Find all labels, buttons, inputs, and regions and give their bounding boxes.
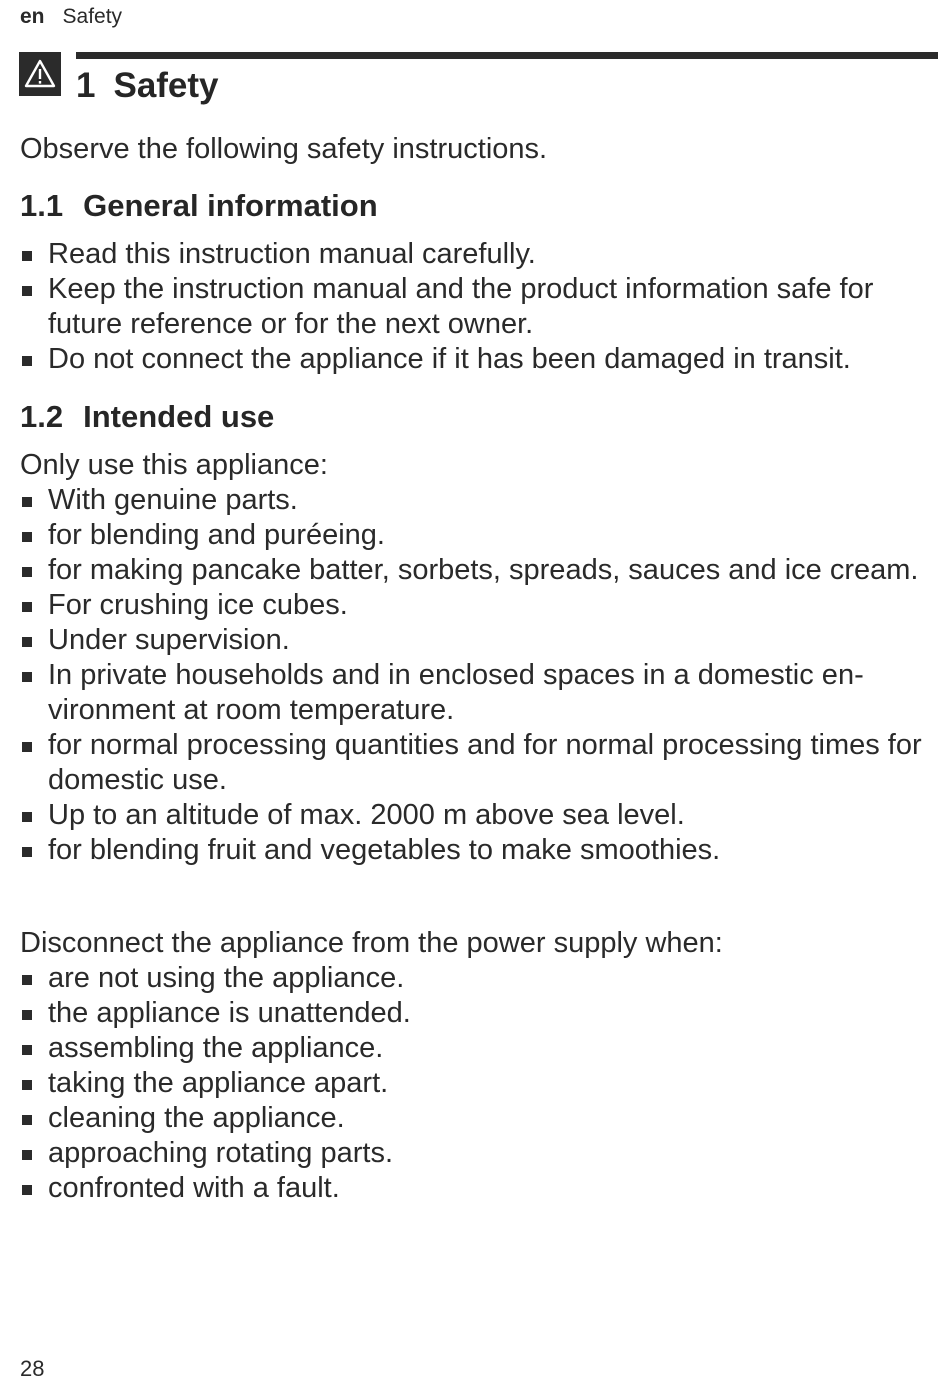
list-item: Read this instruction manual carefully.	[20, 237, 940, 272]
language-code: en	[20, 5, 45, 28]
list-item: assembling the appliance.	[20, 1031, 940, 1066]
list-item: Do not connect the appliance if it has been damaged in transit.	[20, 342, 940, 377]
list-item: confronted with a fault.	[20, 1171, 940, 1206]
running-header	[20, 4, 122, 30]
list-item: for normal processing quantities and for normal processing times for domestic use.	[20, 728, 940, 798]
list-item: for blending and puréeing.	[20, 518, 940, 553]
header-section: Safety	[62, 5, 123, 28]
list-item: taking the appliance apart.	[20, 1066, 940, 1101]
subsection-title: General information	[83, 188, 378, 223]
section-number: 1	[76, 66, 96, 105]
title-rule	[76, 52, 938, 59]
intended-use-heading	[20, 398, 940, 436]
list-item: Up to an altitude of max. 2000 m above sea level.	[20, 798, 940, 833]
list-item: Keep the instruction manual and the product information safe for future reference or for the next owner.	[20, 272, 940, 342]
disconnect-lead: Disconnect the appliance from the power supply when:	[20, 927, 723, 959]
subsection-title: Intended use	[83, 399, 275, 434]
list-item: for blending fruit and vegetables to make smoothies.	[20, 833, 940, 868]
list-item: the appliance is unattended.	[20, 996, 940, 1031]
warning-triangle-icon	[19, 52, 61, 96]
page-title	[76, 64, 219, 108]
list-item: for making pancake batter, sorbets, spreads, sauces and ice cream.	[20, 553, 940, 588]
list-item: cleaning the appliance.	[20, 1101, 940, 1136]
list-item: approaching rotating parts.	[20, 1136, 940, 1171]
list-item: In private households and in enclosed spaces in a domestic en-vironment at room temperature.	[20, 658, 940, 728]
section-title: Safety	[113, 66, 219, 105]
list-item: For crushing ice cubes.	[20, 588, 940, 623]
intro-paragraph: Observe the following safety instructions.	[20, 133, 548, 165]
list-item: With genuine parts.	[20, 483, 940, 518]
disconnect-list	[20, 961, 940, 1206]
list-item: Under supervision.	[20, 623, 940, 658]
intended-use-list	[20, 483, 940, 868]
general-info-list	[20, 237, 940, 377]
subsection-number: 1.1	[20, 188, 64, 223]
intended-use-lead: Only use this appliance:	[20, 449, 328, 481]
general-info-heading	[20, 187, 940, 225]
page-number: 28	[20, 1356, 45, 1381]
list-item: are not using the appliance.	[20, 961, 940, 996]
subsection-number: 1.2	[20, 399, 64, 434]
